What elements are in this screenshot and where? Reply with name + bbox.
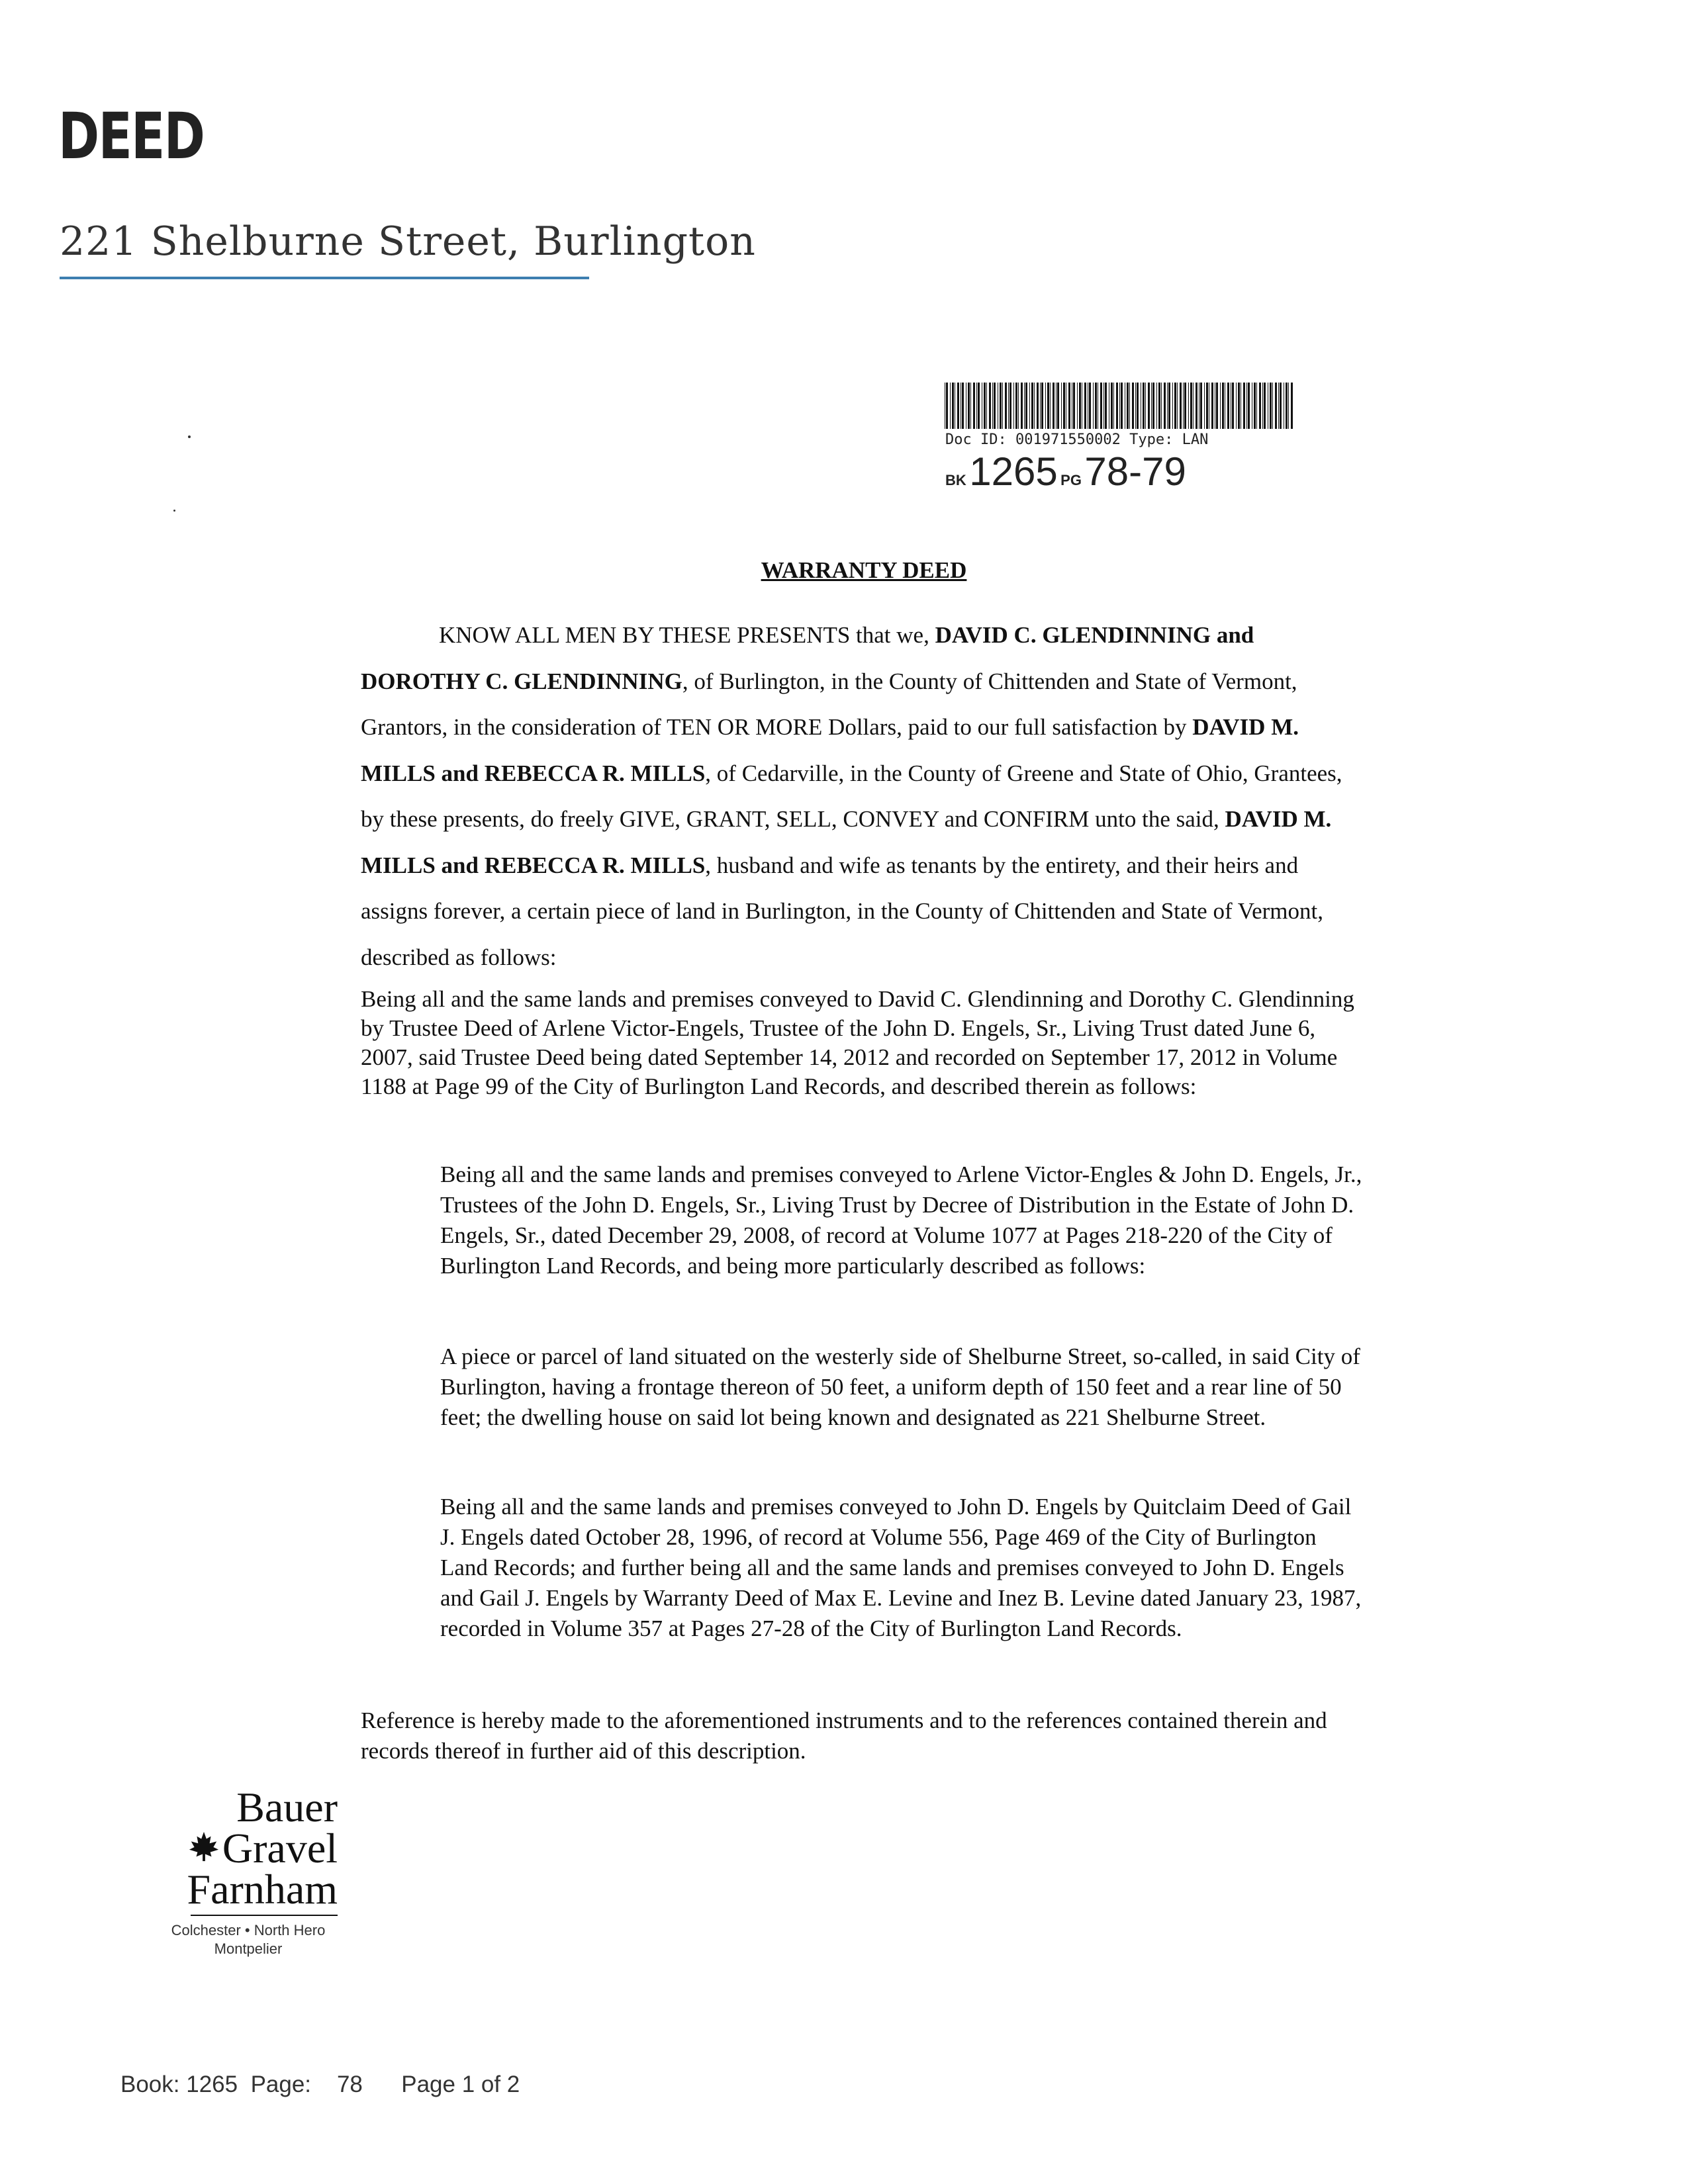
footer-page-number: 78 bbox=[336, 2071, 363, 2097]
barcode-bar bbox=[1047, 383, 1049, 429]
pg-label: PG bbox=[1060, 472, 1082, 488]
barcode-bar bbox=[1116, 383, 1118, 429]
barcode-image bbox=[943, 383, 1294, 429]
scan-speck bbox=[188, 435, 191, 438]
barcode-bar bbox=[1093, 383, 1094, 429]
barcode-bar bbox=[1013, 383, 1014, 429]
footer-page-of: Page 1 of 2 bbox=[401, 2071, 520, 2097]
header-divider bbox=[60, 277, 589, 279]
barcode-bar bbox=[1018, 383, 1019, 429]
barcode-bar bbox=[952, 383, 954, 429]
property-address: 221 Shelburne Street, Burlington bbox=[60, 218, 756, 265]
book-page-stamp bbox=[945, 449, 1186, 494]
barcode-bar bbox=[1077, 383, 1078, 429]
earlier-conveyance-paragraph: Being all and the same lands and premises conveyed to John D. Engels by Quitclaim Deed of Gail J. Engels dated October 28, 1996, of record at Volume 556, Page 469 of the City of Burlington Land Records; and further being all and the same lands and premises conveyed to John D. Engels and Gail J. Engels by Warranty Deed of Max E. Levine and Inez B. Levine dated January 23, 1987, recorded in Volume 357 at Pages 27-28 of the City of Burlington Land Records. bbox=[440, 1494, 1362, 1641]
barcode-bar bbox=[1008, 383, 1009, 429]
barcode-bar bbox=[1183, 383, 1184, 429]
barcode-bar bbox=[1015, 383, 1017, 429]
scan-speck bbox=[173, 510, 175, 512]
barcode-bar bbox=[1050, 383, 1051, 429]
document-type-heading: DEED bbox=[58, 99, 205, 173]
barcode-bar bbox=[1264, 383, 1266, 429]
barcode-bar bbox=[1053, 383, 1055, 429]
barcode-bar bbox=[1246, 383, 1247, 429]
barcode-bar bbox=[1222, 383, 1224, 429]
barcode-bar bbox=[1177, 383, 1178, 429]
footer-book-number: 1265 bbox=[186, 2071, 238, 2097]
barcode-bar bbox=[1158, 383, 1160, 429]
barcode-bar bbox=[1127, 383, 1129, 429]
doc-id-label: Doc ID: 001971550002 Type: LAN bbox=[945, 432, 1209, 448]
barcode-bar bbox=[1188, 383, 1189, 429]
barcode-bar bbox=[1256, 383, 1257, 429]
grantors-names: DAVID C. GLENDINNING and DOROTHY C. GLENDINNING bbox=[361, 622, 1254, 694]
barcode-bar bbox=[1095, 383, 1097, 429]
barcode-bar bbox=[962, 383, 964, 429]
barcode-bar bbox=[1248, 383, 1250, 429]
logo-cities-line: Montpelier bbox=[214, 1940, 283, 1957]
barcode-bar bbox=[1025, 383, 1027, 429]
intro-text: , of Cedarville, in the County of Greene and State of Ohio, Grantees, by these presents, do freely GIVE, GRANT, SELL, CONVEY and CONFIRM unto the said, bbox=[361, 760, 1342, 832]
page-footer bbox=[120, 2071, 520, 2098]
barcode-bar bbox=[1206, 383, 1208, 429]
barcode-bar bbox=[1121, 383, 1123, 429]
barcode-bar bbox=[1168, 383, 1170, 429]
barcode-bar bbox=[1143, 383, 1145, 429]
barcode-bar bbox=[1129, 383, 1130, 429]
intro-text: KNOW ALL MEN BY THESE PRESENTS that we, bbox=[439, 622, 935, 648]
intro-text: , of Burlington, in the County of Chittenden and State of Vermont, Grantors, in the consideration of TEN OR MORE Dollars, paid to our full satisfaction by bbox=[361, 668, 1297, 740]
prior-conveyance-paragraph: Being all and the same lands and premises conveyed to Arlene Victor-Engles & John D. Engels, Jr., Trustees of the John D. Engels, Sr., Living Trust by Decree of Distribution in the Estate of John D. Engels, Sr., dated December 29, 2008, of record at Volume 1077 at Pages 218-220 of the City of Burlington Land Records, and being more particularly described as follows: bbox=[440, 1161, 1362, 1279]
barcode-bar bbox=[1164, 383, 1166, 429]
law-firm-logo bbox=[159, 1784, 338, 1913]
barcode-bar bbox=[984, 383, 986, 429]
barcode-bar bbox=[1002, 383, 1003, 429]
barcode-bar bbox=[1288, 383, 1289, 429]
barcode-bar bbox=[1111, 383, 1113, 429]
barcode-bar bbox=[1024, 383, 1025, 429]
logo-line-bauer: Bauer bbox=[236, 1784, 338, 1831]
barcode-bar bbox=[1034, 383, 1035, 429]
barcode-bar bbox=[994, 383, 996, 429]
page-range: 78-79 bbox=[1084, 449, 1186, 494]
barcode-bar bbox=[1238, 383, 1240, 429]
grantees-names: DAVID M. MILLS and REBECCA R. MILLS bbox=[361, 806, 1332, 878]
barcode-bar bbox=[1041, 383, 1043, 429]
barcode-bar bbox=[1045, 383, 1046, 429]
barcode-bar bbox=[1216, 383, 1218, 429]
book-number: 1265 bbox=[969, 449, 1058, 494]
barcode-bar bbox=[1073, 383, 1075, 429]
barcode-bar bbox=[1211, 383, 1213, 429]
intro-text: , husband and wife as tenants by the entirety, and their heirs and assigns forever, a certain piece of land in Burlington, in the County of Chittenden and State of Vermont, described as follows: bbox=[361, 852, 1324, 970]
barcode-bar bbox=[1200, 383, 1202, 429]
barcode-bar bbox=[1272, 383, 1273, 429]
barcode-bar bbox=[1254, 383, 1256, 429]
barcode-bar bbox=[1220, 383, 1221, 429]
barcode-bar bbox=[1037, 383, 1039, 429]
parcel-description-paragraph: A piece or parcel of land situated on the westerly side of Shelburne Street, so-called, in said City of Burlington, having a frontage thereon of 50 feet, a uniform depth of 150 feet and a rear line of 50 feet; the dwelling house on said lot being known and designated as 221 Shelburne Street. bbox=[440, 1343, 1360, 1430]
barcode-bar bbox=[1190, 383, 1192, 429]
barcode-bar bbox=[1000, 383, 1002, 429]
barcode-bar bbox=[1031, 383, 1033, 429]
barcode-bar bbox=[1236, 383, 1237, 429]
barcode-bar bbox=[976, 383, 977, 429]
barcode-bar bbox=[978, 383, 980, 429]
barcode-bar bbox=[1161, 383, 1162, 429]
barcode-bar bbox=[1204, 383, 1205, 429]
barcode-bar bbox=[1063, 383, 1065, 429]
barcode-bar bbox=[1243, 383, 1245, 429]
barcode-bar bbox=[1259, 383, 1261, 429]
barcode-bar bbox=[1029, 383, 1030, 429]
logo-line-farnham: Farnham bbox=[187, 1866, 338, 1913]
barcode-bar bbox=[1119, 383, 1120, 429]
barcode-bar bbox=[1174, 383, 1176, 429]
barcode-bar bbox=[1021, 383, 1023, 429]
grantees-names: DAVID M. MILLS and REBECCA R. MILLS bbox=[361, 714, 1299, 786]
barcode-bar bbox=[1100, 383, 1102, 429]
barcode-bar bbox=[1105, 383, 1107, 429]
logo-line-gravel: Gravel bbox=[222, 1825, 338, 1872]
barcode-bar bbox=[957, 383, 959, 429]
barcode-bar bbox=[1180, 383, 1182, 429]
barcode-bar bbox=[973, 383, 975, 429]
barcode-bar bbox=[1286, 383, 1288, 429]
barcode-bar bbox=[1167, 383, 1168, 429]
barcode-bar bbox=[1089, 383, 1091, 429]
bk-label: BK bbox=[945, 472, 966, 488]
barcode-bar bbox=[1156, 383, 1157, 429]
barcode-bar bbox=[1084, 383, 1086, 429]
barcode-bar bbox=[946, 383, 948, 429]
barcode-bar bbox=[1009, 383, 1011, 429]
barcode-bar bbox=[1005, 383, 1007, 429]
barcode-bar bbox=[1137, 383, 1139, 429]
barcode-bar bbox=[1270, 383, 1272, 429]
barcode-bar bbox=[1291, 383, 1293, 429]
maple-leaf-icon bbox=[188, 1831, 220, 1862]
barcode-bar bbox=[989, 383, 991, 429]
barcode-bar bbox=[1227, 383, 1229, 429]
barcode-bar bbox=[1068, 383, 1070, 429]
barcode-bar bbox=[1113, 383, 1114, 429]
barcode-bar bbox=[1280, 383, 1282, 429]
barcode-bar bbox=[1079, 383, 1081, 429]
barcode-bar bbox=[1278, 383, 1279, 429]
barcode-bar bbox=[1262, 383, 1263, 429]
deed-title: WARRANTY DEED bbox=[761, 557, 967, 583]
barcode-bar bbox=[1232, 383, 1234, 429]
barcode-bar bbox=[1152, 383, 1154, 429]
barcode-bar bbox=[1145, 383, 1146, 429]
barcode-bar bbox=[1151, 383, 1152, 429]
barcode-bar bbox=[1132, 383, 1134, 429]
barcode-bar bbox=[970, 383, 971, 429]
reference-paragraph: Reference is hereby made to the aforementioned instruments and to the references contained therein and records thereof in further aid of this description. bbox=[361, 1707, 1327, 1764]
barcode-bar bbox=[950, 383, 951, 429]
barcode-bar bbox=[986, 383, 987, 429]
barcode-bar bbox=[1193, 383, 1194, 429]
barcode-bar bbox=[1148, 383, 1150, 429]
logo-cities-line: Colchester • North Hero bbox=[171, 1922, 326, 1938]
barcode-bar bbox=[1184, 383, 1186, 429]
barcode-bar bbox=[1172, 383, 1173, 429]
logo-office-locations bbox=[159, 1921, 338, 1958]
barcode-bar bbox=[1196, 383, 1197, 429]
barcode-bar bbox=[968, 383, 970, 429]
footer-book-label: Book: bbox=[120, 2071, 180, 2097]
footer-page-label: Page: bbox=[250, 2071, 312, 2097]
barcode-bar bbox=[1135, 383, 1136, 429]
barcode-bar bbox=[1103, 383, 1104, 429]
chain-of-title-paragraph: Being all and the same lands and premises conveyed to David C. Glendinning and Dorothy C. Glendinning by Trustee Deed of Arlene Victor-Engels, Trustee of the John D. Engels, Sr., Living Trust dated June 6, 2007, said Trustee Deed being dated September 14, 2012 and recorded on September 17, 2012 in Volume 1188 at Page 99 of the City of Burlington Land Records, and described therein as follows: bbox=[361, 986, 1354, 1099]
logo-divider bbox=[191, 1915, 338, 1916]
barcode-bar bbox=[992, 383, 993, 429]
barcode-bar bbox=[1040, 383, 1041, 429]
intro-paragraph bbox=[361, 612, 1367, 980]
barcode-bar bbox=[1057, 383, 1059, 429]
barcode-bar bbox=[1061, 383, 1062, 429]
barcode-bar bbox=[1275, 383, 1277, 429]
